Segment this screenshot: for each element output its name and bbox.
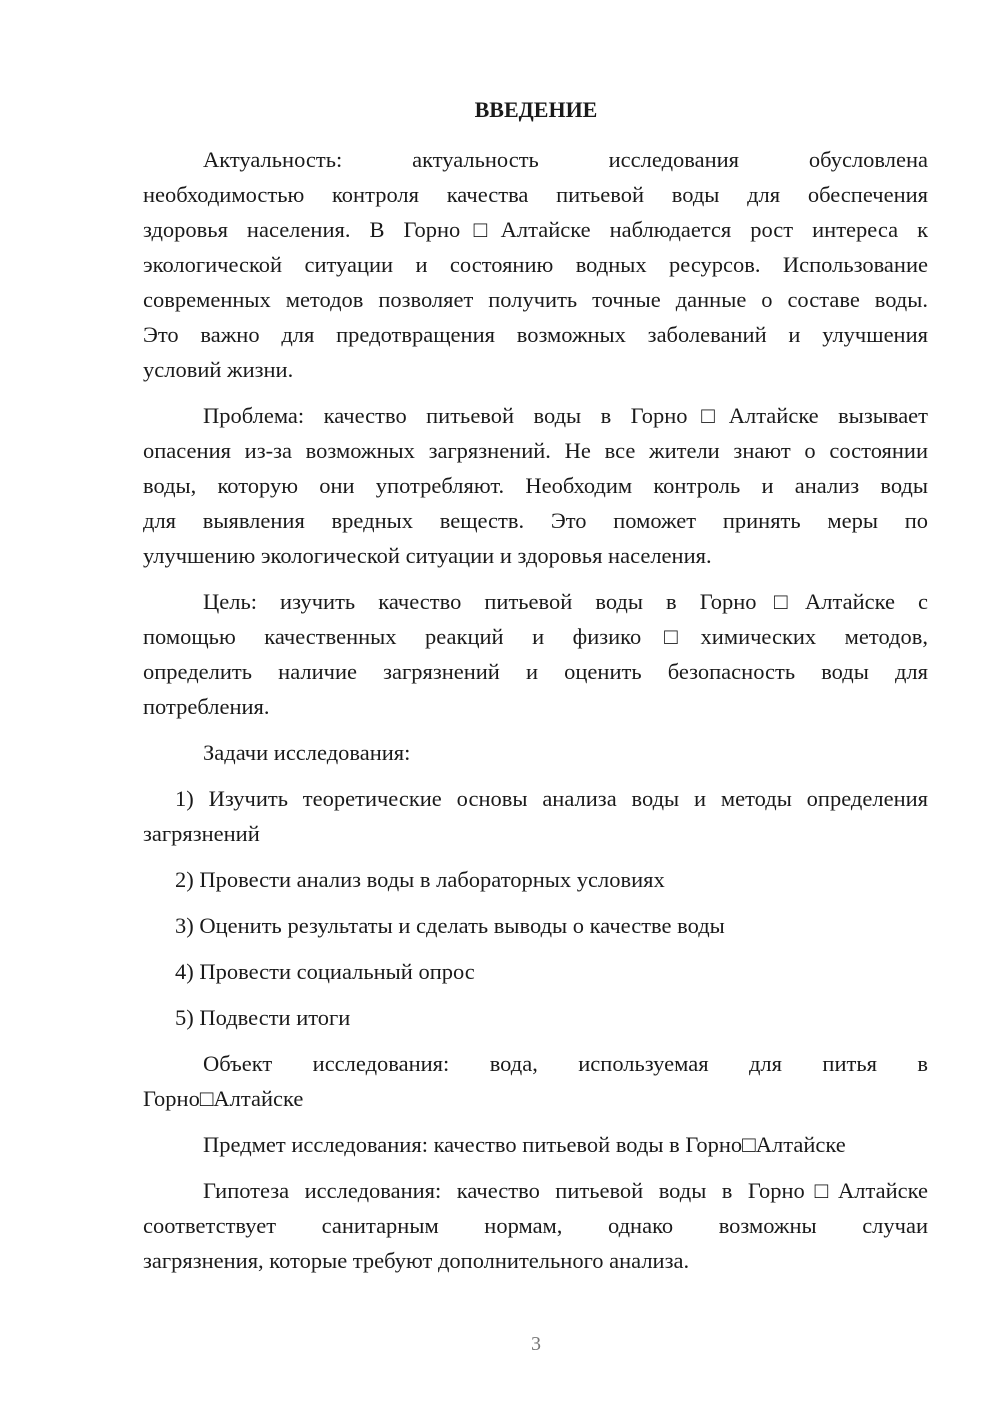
text-line: Гипотеза исследования: качество питьевой воды в Горно□Алтайске <box>203 1178 928 1203</box>
text-line: помощью качественных реакций и физико□химических методов, <box>143 624 928 649</box>
paragraph <box>143 1046 928 1116</box>
text-line: Это важно для предотвращения возможных заболеваний и улучшения <box>143 322 928 347</box>
text-line: Объект исследования: вода, используемая для питья в <box>203 1051 928 1076</box>
paragraph <box>143 142 928 387</box>
text-line: соответствует санитарным нормам, однако возможны случаи <box>143 1213 928 1238</box>
text-line: современных методов позволяет получить точные данные о составе воды. <box>143 287 928 312</box>
paragraph <box>143 1173 928 1278</box>
text-line: 1) Изучить теоретические основы анализа воды и методы определения <box>175 786 928 811</box>
text-line: Предмет исследования: качество питьевой воды в Горно□Алтайске <box>203 1132 846 1157</box>
text-line: условий жизни. <box>143 357 294 382</box>
text-line: 5) Подвести итоги <box>175 1005 351 1030</box>
text-line: воды, которую они употребляют. Необходим контроль и анализ воды <box>143 473 928 498</box>
text-line: определить наличие загрязнений и оценить безопасность воды для <box>143 659 928 684</box>
paragraph <box>143 735 928 770</box>
paragraph <box>143 584 928 724</box>
text-line: опасения из-за возможных загрязнений. Не все жители знают о состоянии <box>143 438 928 463</box>
text-line: 4) Провести социальный опрос <box>175 959 475 984</box>
document-body <box>143 142 928 1289</box>
page-number: 3 <box>531 1333 541 1355</box>
text-line: Проблема: качество питьевой воды в Горно□Алтайске вызывает <box>203 403 928 428</box>
text-line: Горно□Алтайске <box>143 1086 304 1111</box>
text-line: загрязнения, которые требуют дополнительного анализа. <box>143 1248 690 1273</box>
text-line: 2) Провести анализ воды в лабораторных условиях <box>175 867 665 892</box>
text-line: загрязнений <box>143 821 260 846</box>
section-title: ВВЕДЕНИЕ <box>474 97 598 122</box>
text-line: здоровья населения. В Горно□Алтайске наблюдается рост интереса к <box>143 217 928 242</box>
text-line: экологической ситуации и состоянию водных ресурсов. Использование <box>143 252 928 277</box>
text-line: Актуальность: актуальность исследования обусловлена <box>203 147 928 172</box>
text-line: потребления. <box>143 694 270 719</box>
text-line: для выявления вредных веществ. Это поможет принять меры по <box>143 508 928 533</box>
text-line: необходимостью контроля качества питьевой воды для обеспечения <box>143 182 928 207</box>
text-line: улучшению экологической ситуации и здоровья населения. <box>143 543 712 568</box>
list-item <box>143 908 928 943</box>
list-item <box>143 954 928 989</box>
text-line: 3) Оценить результаты и сделать выводы о качестве воды <box>175 913 725 938</box>
list-item <box>143 781 928 851</box>
text-line: Цель: изучить качество питьевой воды в Горно□Алтайске с <box>203 589 928 614</box>
list-item <box>143 862 928 897</box>
paragraph <box>143 1127 928 1162</box>
list-item <box>143 1000 928 1035</box>
text-line: Задачи исследования: <box>203 740 411 765</box>
paragraph <box>143 398 928 573</box>
